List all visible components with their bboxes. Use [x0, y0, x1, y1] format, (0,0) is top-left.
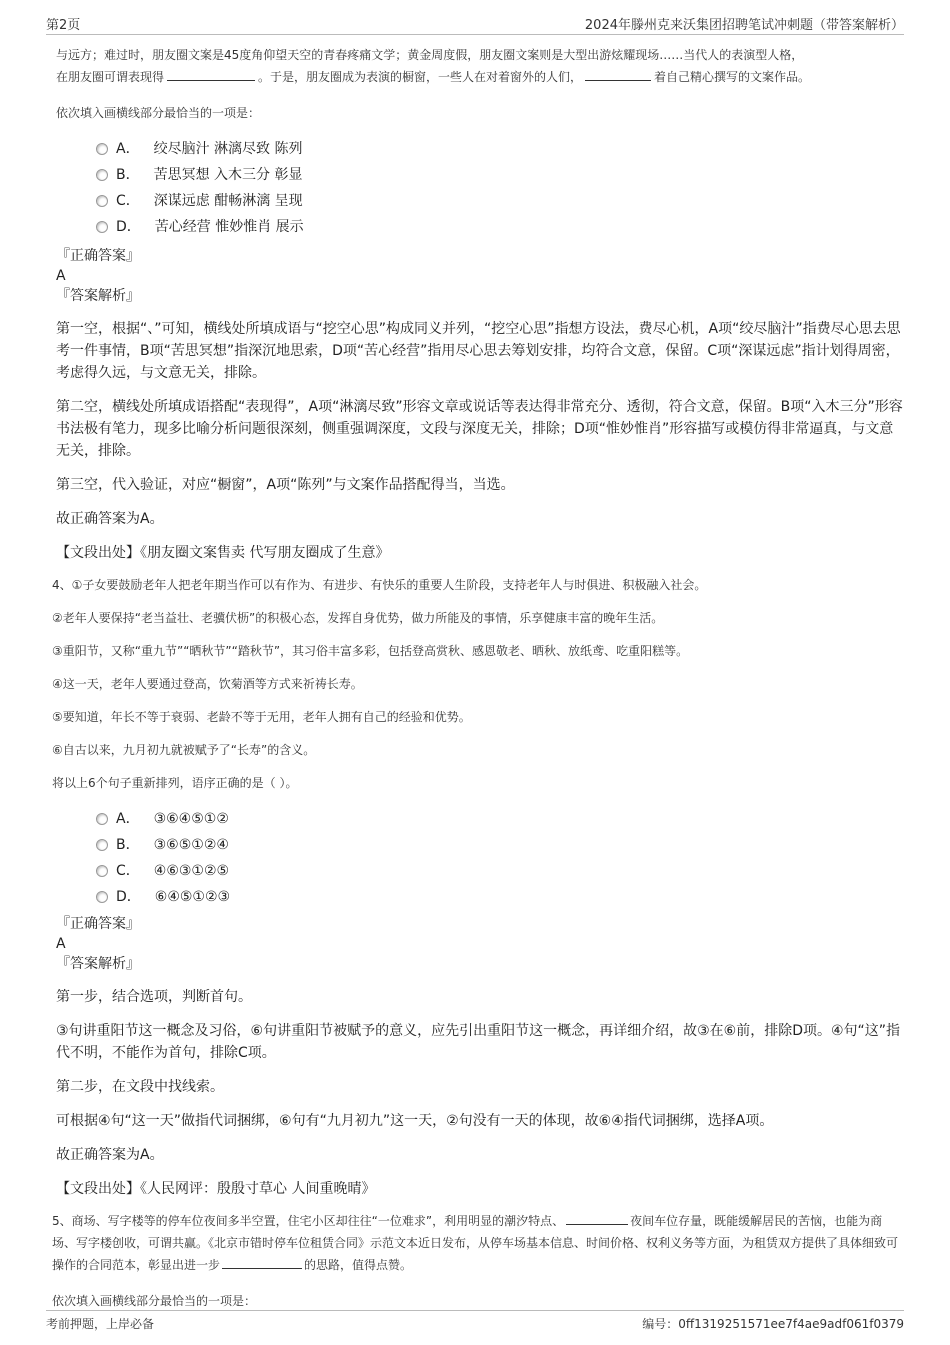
- source-citation: 【文段出处】《朋友圈文案售卖 代写朋友圈成了生意》: [56, 545, 390, 561]
- answer-blank-1: [167, 66, 255, 81]
- question-3-line-2: 在朋友圈可谓表现得 。于是，朋友圈成为表演的橱窗，一些人在对着窗外的人们， 着自己精心撰写的文案作品。: [56, 66, 904, 88]
- question-5-prompt: 依次填入画横线部分最恰当的一项是：: [52, 1294, 257, 1308]
- question-3-prompt: 依次填入画横线部分最恰当的一项是：: [56, 106, 261, 120]
- question-4-sentence: ②老年人要保持“老当益壮、老骥伏枥”的积极心态，发挥自身优势，做力所能及的事情，乐享健康丰富的晚年生活。: [52, 611, 664, 625]
- question-3-answer-block: [56, 246, 904, 306]
- analysis-paragraph: 可根据④句“这一天”做指代词捆绑，⑥句有“九月初九”这一天，②句没有一天的体现，故⑥④指代词捆绑，选择A项。: [56, 1113, 774, 1129]
- question-4-answer-block: [56, 914, 904, 974]
- radio-icon[interactable]: [96, 221, 108, 233]
- radio-icon[interactable]: [96, 169, 108, 181]
- analysis-label: 『答案解析』: [56, 288, 140, 304]
- question-3-options: [96, 136, 904, 240]
- answer-label: 『正确答案』: [56, 916, 140, 932]
- radio-icon[interactable]: [96, 195, 108, 207]
- question-4-sentence: ③重阳节，又称“重九节”“晒秋节”“踏秋节”，其习俗丰富多彩，包括登高赏秋、感恩敬老、晒秋、放纸鸢、吃重阳糕等。: [52, 644, 689, 658]
- option-b[interactable]: B． 苦思冥想 入木三分 彰显: [96, 162, 904, 188]
- page-footer: [46, 1310, 904, 1335]
- answer-value: A: [56, 936, 66, 952]
- source-citation: 【文段出处】《人民网评：殷殷寸草心 人间重晚晴》: [56, 1181, 376, 1197]
- question-3-line-1: 与远方；难过时，朋友圈文案是45度角仰望天空的青春疼痛文学；黄金周度假，朋友圈文案则是大型出游炫耀现场……当代人的表演型人格，: [56, 48, 804, 62]
- question-4-sentence: ④这一天，老年人要通过登高，饮菊酒等方式来祈祷长寿。: [52, 677, 363, 691]
- document-title: 2024年滕州克来沃集团招聘笔试冲刺题（带答案解析）: [584, 18, 904, 33]
- answer-blank-1: [566, 1210, 628, 1225]
- question-4-sentence: ⑤要知道，年长不等于衰弱、老龄不等于无用，老年人拥有自己的经验和优势。: [52, 710, 471, 724]
- analysis-paragraph: 第二空，横线处所填成语搭配“表现得”，A项“淋漓尽致”形容文章或说话等表达得非常充分、透彻，符合文意，保留。B项“入木三分”形容书法极有笔力，现多比喻分析问题很深刻，侧重强调深度，文段与深度无关，排除；D项“惟妙惟肖”形容描写或模仿得非常逼真，与文意无关，排除。: [56, 399, 903, 459]
- analysis-paragraph: 第二步，在文段中找线索。: [56, 1079, 224, 1095]
- answer-value: A: [56, 268, 66, 284]
- question-4-prompt: 将以上6个句子重新排列，语序正确的是（ ）。: [52, 776, 298, 790]
- radio-icon[interactable]: [96, 143, 108, 155]
- answer-blank-2: [222, 1254, 302, 1269]
- option-a[interactable]: A． 绞尽脑汁 淋漓尽致 陈列: [96, 136, 904, 162]
- analysis-label: 『答案解析』: [56, 956, 140, 972]
- analysis-paragraph: 故正确答案为A。: [56, 511, 164, 527]
- radio-icon[interactable]: [96, 813, 108, 825]
- option-a[interactable]: A． ③⑥④⑤①②: [96, 806, 904, 832]
- question-5-text: 5、商场、写字楼等的停车位夜间多半空置，住宅小区却往往“一位难求”，利用明显的潮汐特点、 夜间车位存量，既能缓解居民的苦恼，也能为商场、写字楼创收，可谓共赢。《北京市错时停车位租赁合同》示范文本近日发布，从停车场基本信息、时间价格、权利义务等方面，为租赁双方提供了具体细致可操作的合同范本，彰显出进一步 的思路，值得点赞。: [52, 1210, 904, 1276]
- option-c[interactable]: C． 深谋远虑 酣畅淋漓 呈现: [96, 188, 904, 214]
- radio-icon[interactable]: [96, 891, 108, 903]
- radio-icon[interactable]: [96, 865, 108, 877]
- question-4-sentence: 4、①子女要鼓励老年人把老年期当作可以有作为、有进步、有快乐的重要人生阶段，支持老年人与时俱进、积极融入社会。: [52, 578, 707, 592]
- option-d[interactable]: D． 苦心经营 惟妙惟肖 展示: [96, 214, 904, 240]
- analysis-paragraph: 第三空，代入验证，对应“橱窗”，A项“陈列”与文案作品搭配得当，当选。: [56, 477, 515, 493]
- page-header: [46, 12, 904, 35]
- analysis-paragraph: 第一空，根据“、”可知，横线处所填成语与“挖空心思”构成同义并列，“挖空心思”指想方设法，费尽心机，A项“绞尽脑汁”指费尽心思去思考一件事情，B项“苦思冥想”指深沉地思索，D项“苦心经营”指用尽心思去筹划安排，均符合文意，保留。C项“深谋远虑”指计划得周密，考虑得久远，与文意无关，排除。: [56, 321, 901, 381]
- document-id: 编号：0ff1319251571ee7f4ae9adf061f0379: [642, 1317, 904, 1331]
- page-number: 第2页: [46, 18, 81, 33]
- analysis-paragraph: 故正确答案为A。: [56, 1147, 164, 1163]
- analysis-paragraph: 第一步，结合选项，判断首句。: [56, 989, 252, 1005]
- question-4-sentence: ⑥自古以来，九月初九就被赋予了“长寿”的含义。: [52, 743, 316, 757]
- footer-slogan: 考前押题，上岸必备: [46, 1317, 155, 1331]
- option-b[interactable]: B． ③⑥⑤①②④: [96, 832, 904, 858]
- radio-icon[interactable]: [96, 839, 108, 851]
- option-d[interactable]: D． ⑥④⑤①②③: [96, 884, 904, 910]
- question-4-options: [96, 806, 904, 910]
- option-c[interactable]: C． ④⑥③①②⑤: [96, 858, 904, 884]
- document-body: [52, 44, 904, 1312]
- answer-blank-2: [585, 66, 651, 81]
- question-3-text: [56, 44, 904, 88]
- answer-label: 『正确答案』: [56, 248, 140, 264]
- analysis-paragraph: ③句讲重阳节这一概念及习俗，⑥句讲重阳节被赋予的意义，应先引出重阳节这一概念，再详细介绍，故③在⑥前，排除D项。④句“这”指代不明，不能作为首句，排除C项。: [56, 1023, 901, 1061]
